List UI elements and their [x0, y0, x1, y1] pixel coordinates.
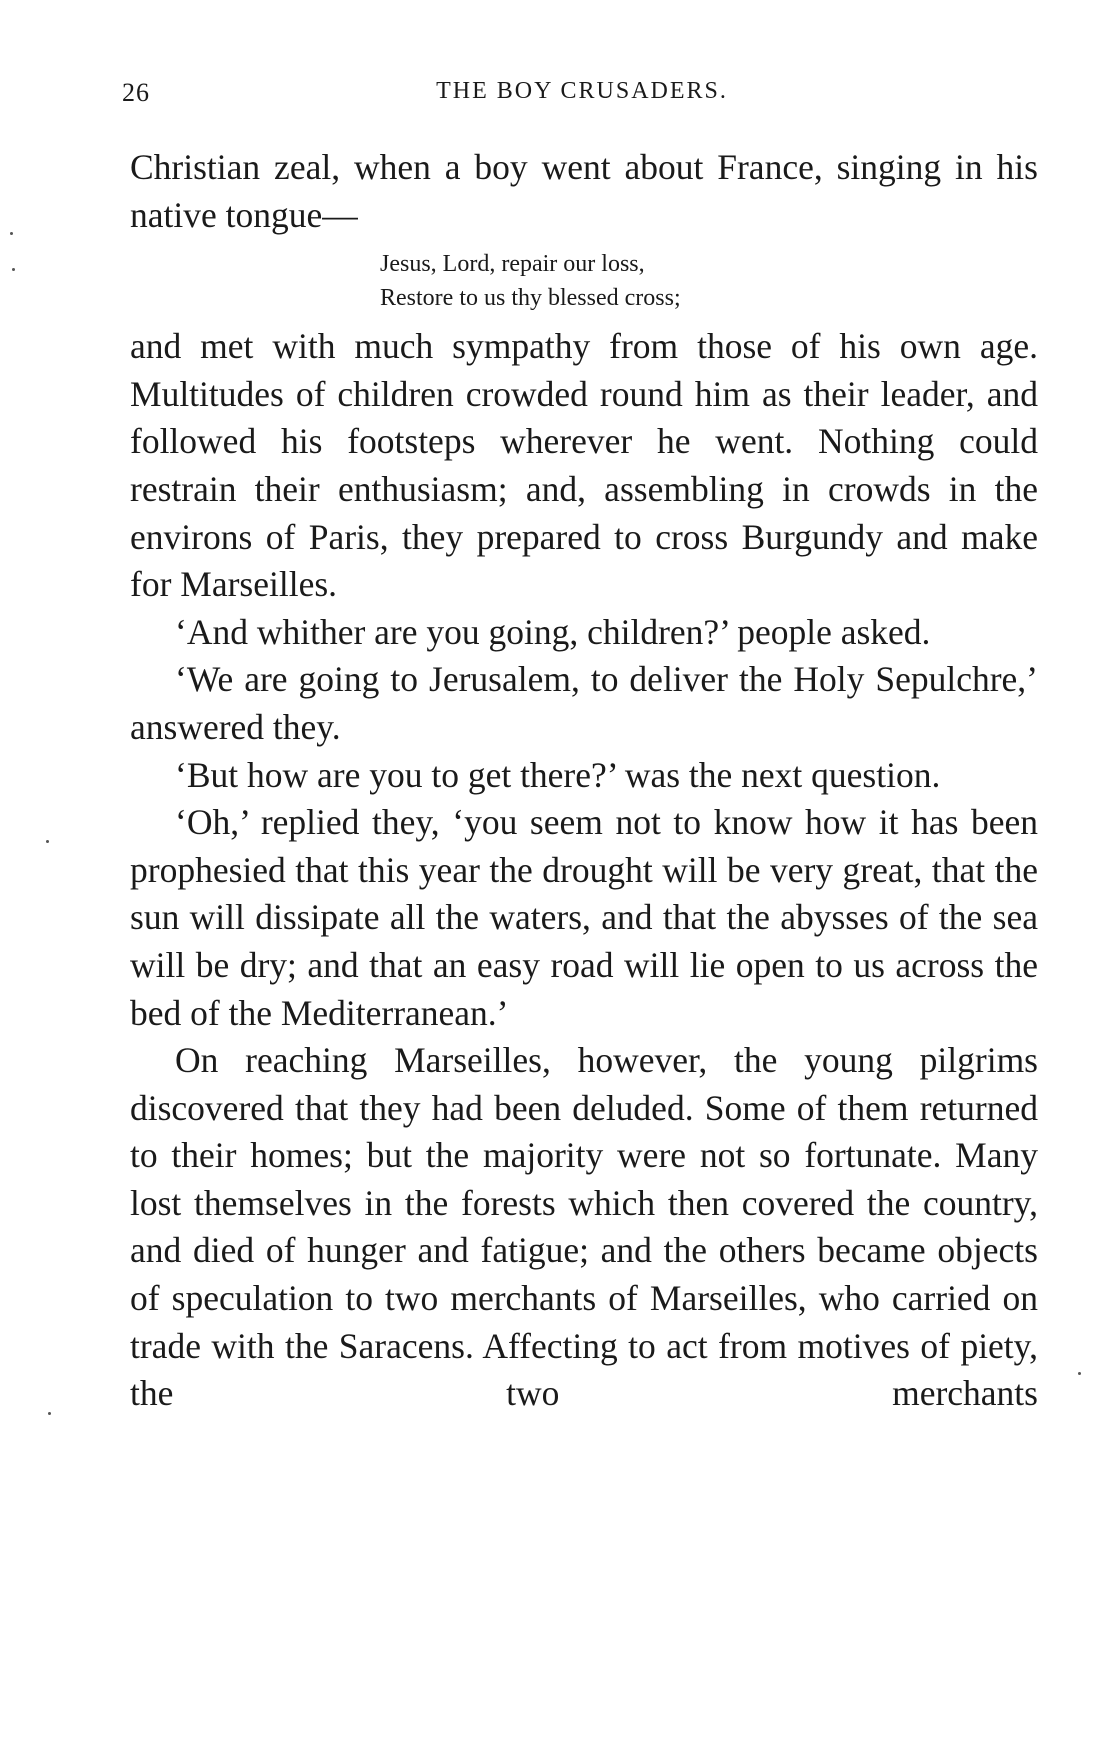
paragraph-1: Christian zeal, when a boy went about France, singing in his native tongue—: [130, 147, 1038, 235]
paragraph-7: On reaching Marseilles, however, the young pilgrims discovered that they had been deluded. Some of them returned to their homes; but the majority were not so fortunate. Many lost themselves in the forests which then covered the country, and died of hunger and fatigue; and the others became objects of speculation to two merchants of Marseilles, who carried on trade with the Saracens. Affecting to act from motives of piety, the two merchants: [130, 1040, 1038, 1414]
body-text: [130, 144, 1038, 1418]
page-header: [122, 78, 1042, 108]
paragraph-5: ‘But how are you to get there?’ was the next question.: [175, 754, 941, 795]
verse-line-1: Jesus, Lord, repair our loss,: [380, 251, 645, 278]
print-speck: [46, 840, 49, 843]
running-title: THE BOY CRUSADERS.: [436, 78, 728, 104]
print-speck: [48, 1412, 51, 1415]
verse-line-2: Restore to us thy blessed cross;: [380, 285, 681, 312]
page-number: 26: [122, 78, 150, 107]
paragraph-3: ‘And whither are you going, children?’ people asked.: [175, 611, 931, 652]
print-speck: [12, 268, 15, 271]
paragraph-6: ‘Oh,’ replied they, ‘you seem not to know how it has been prophesied that this year the drought will be very great, that the sun will dissipate all the waters, and that the abysses of the sea will be dry; and that an easy road will lie open to us across the bed of the Mediterranean.’: [130, 802, 1038, 1033]
paragraph-4: ‘We are going to Jerusalem, to deliver the Holy Sepulchre,’ answered they.: [130, 659, 1038, 747]
verse-quote: [380, 247, 1038, 315]
paragraph-2: and met with much sympathy from those of his own age. Multitudes of children crowded round him as their leader, and followed his footsteps wherever he went. Nothing could restrain their enthusiasm; and, assembling in crowds in the environs of Paris, they prepared to cross Burgundy and make for Marseilles.: [130, 326, 1038, 605]
print-speck: [1078, 1372, 1081, 1375]
print-speck: [10, 232, 13, 235]
